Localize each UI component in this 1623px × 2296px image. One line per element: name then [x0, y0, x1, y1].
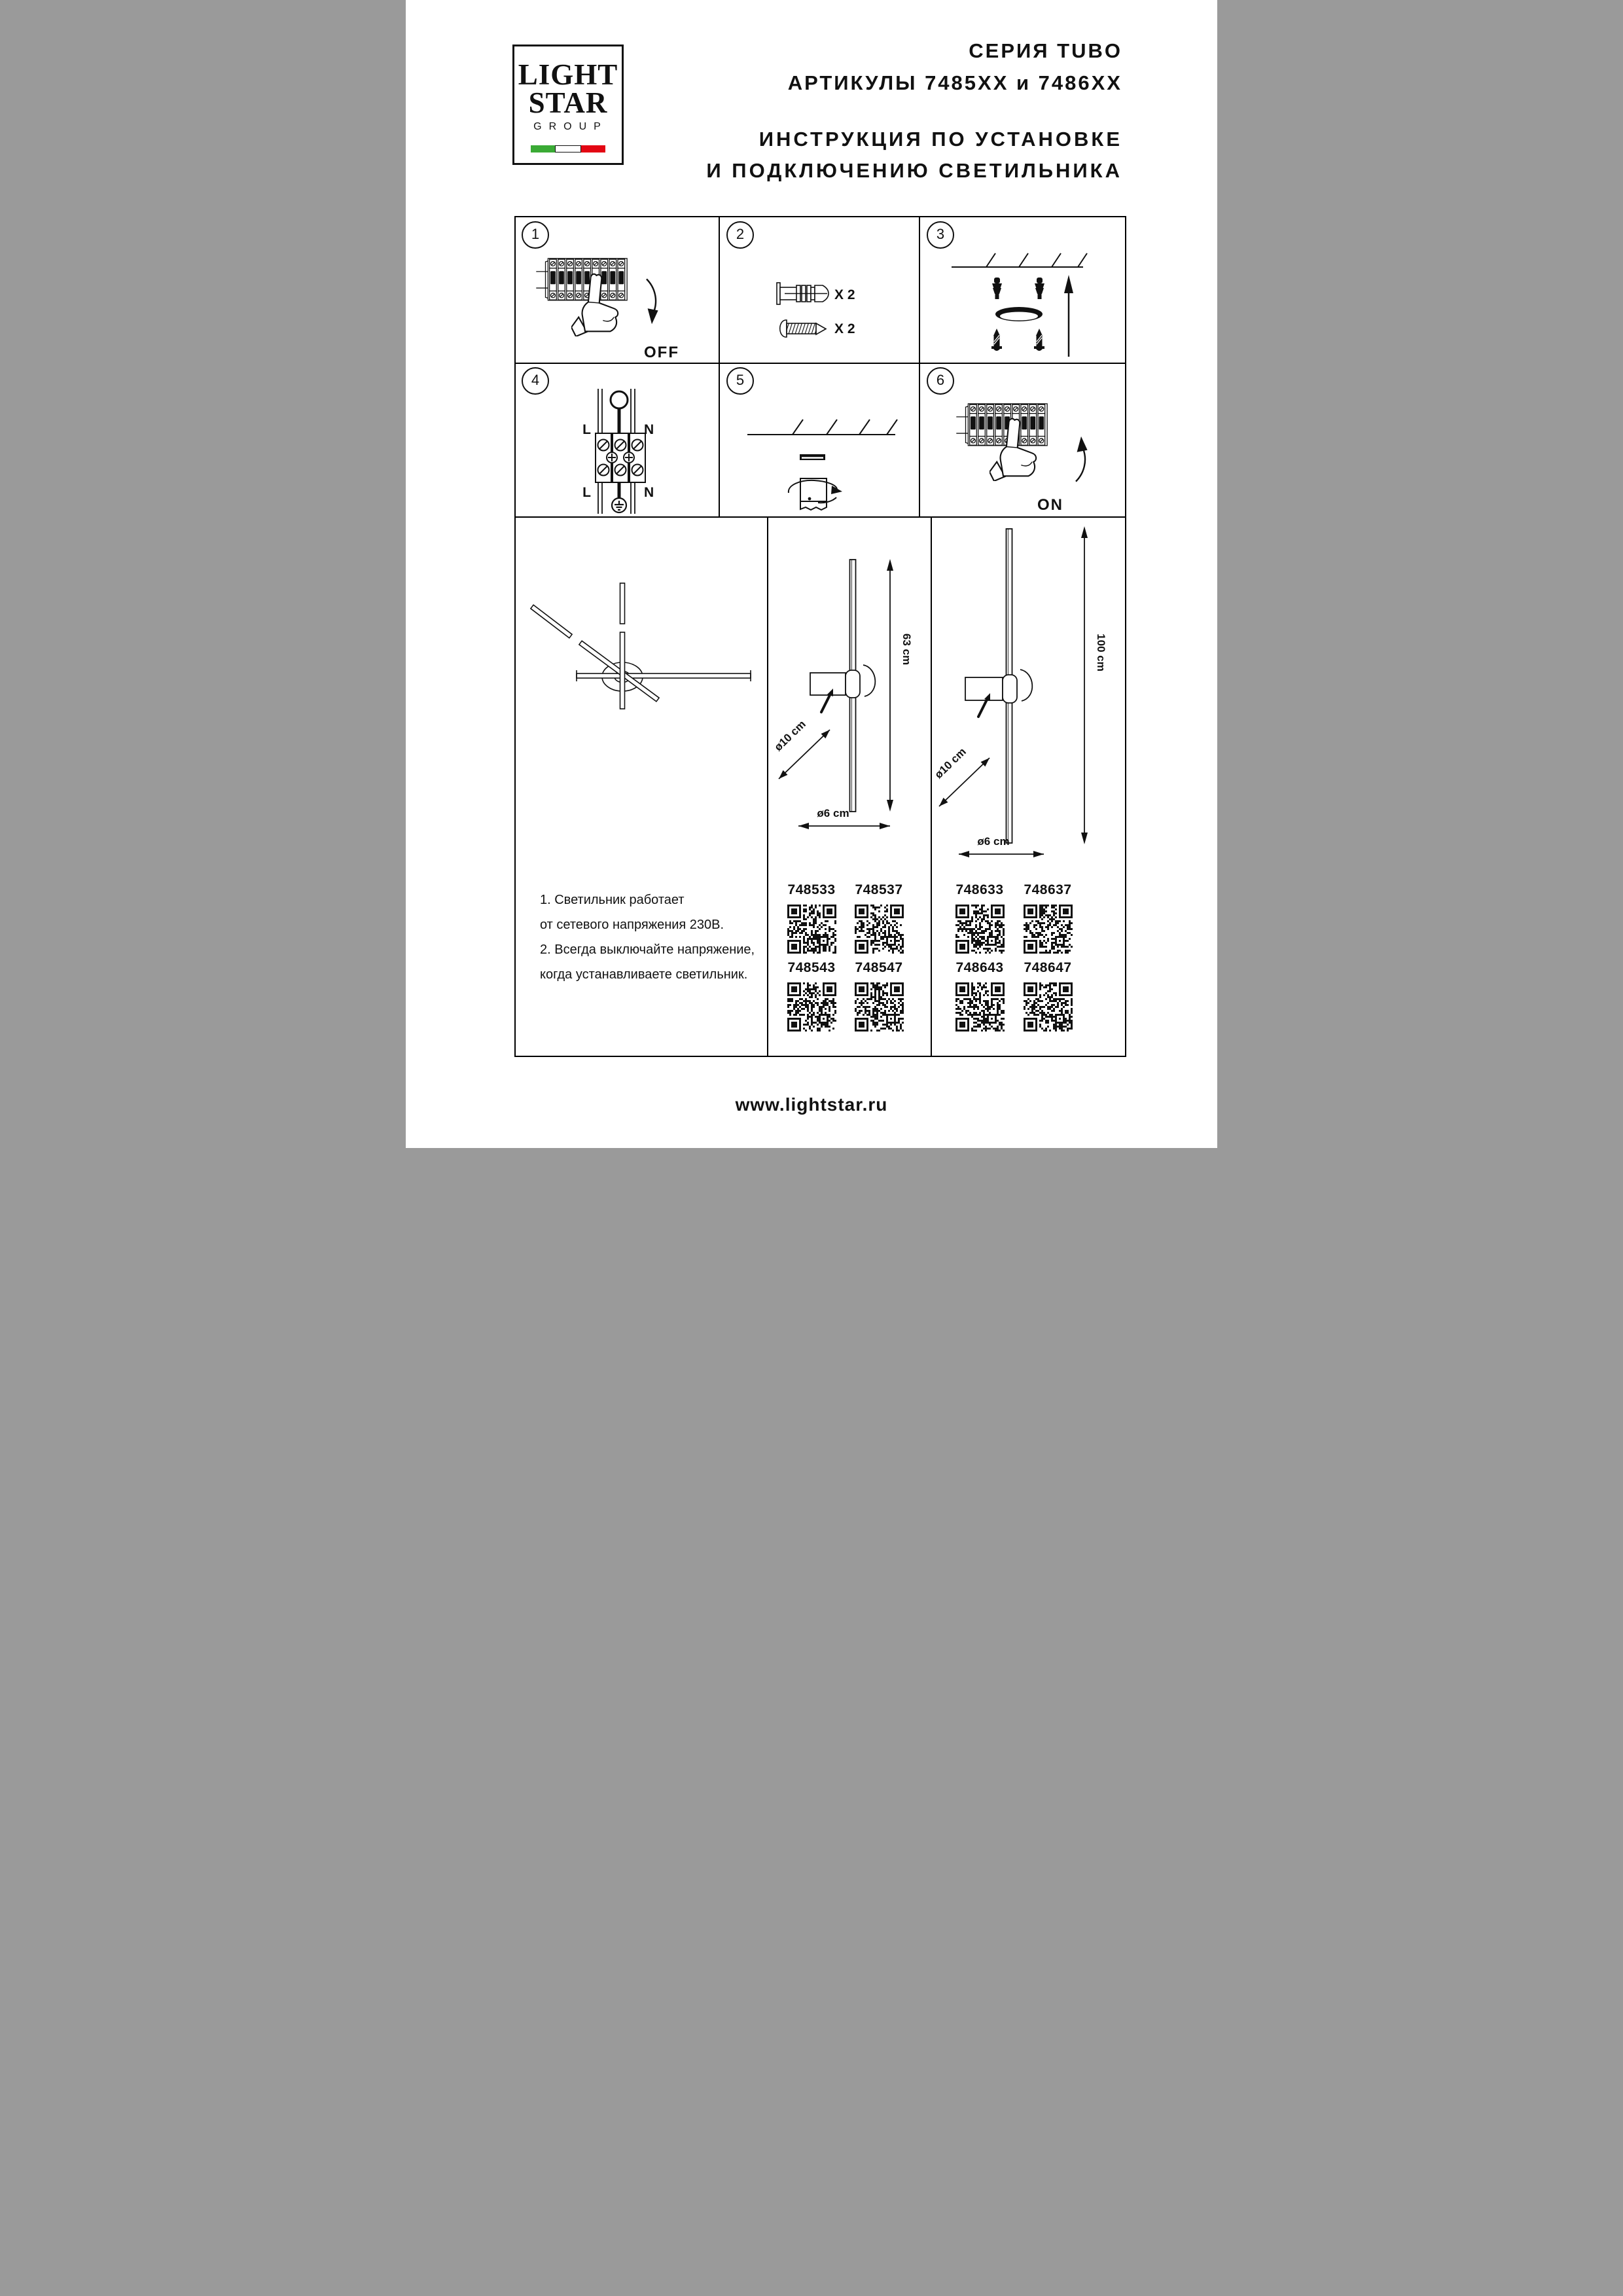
- product-code: 748643: [955, 960, 1004, 975]
- step-5-canopy-diagram: [721, 365, 918, 516]
- lightstar-logo: [512, 45, 624, 165]
- tube-diameter-label: ø6 cm: [817, 807, 849, 819]
- canopy-cylinder-icon: [800, 478, 827, 510]
- mount-diameter-label: ø10 cm: [932, 745, 969, 781]
- instruction-title-2: И ПОДКЛЮЧЕНИЮ СВЕТИЛЬНИКА: [706, 159, 1122, 182]
- mount-diameter-dimension: [772, 718, 830, 779]
- step-1-number: 1: [522, 221, 549, 249]
- qr-code: [1024, 982, 1073, 1031]
- off-label: OFF: [644, 344, 679, 361]
- tube-collar: [846, 670, 860, 698]
- step-2-hardware-diagram: [721, 217, 918, 362]
- step-4-wiring-diagram: [516, 365, 718, 516]
- product-code: 748547: [855, 960, 903, 975]
- diagonal-tube-upper: [531, 605, 572, 638]
- step-3-mounting-diagram: [921, 217, 1125, 362]
- col-divider-top-1: [719, 216, 720, 517]
- instruction-sheet: [406, 0, 1217, 1148]
- step-6-number: 6: [927, 367, 954, 395]
- website-url: www.lightstar.ru: [735, 1094, 888, 1115]
- instruction-title-1: ИНСТРУКЦИЯ ПО УСТАНОВКЕ: [758, 128, 1122, 151]
- header-titles: [706, 39, 1122, 183]
- col-divider-top-2: [919, 216, 920, 517]
- qr-code: [787, 905, 836, 954]
- horizontal-tube: [577, 673, 751, 678]
- qr-code: [955, 982, 1005, 1031]
- arrow-up-icon: [1064, 275, 1073, 357]
- qr-code: [787, 982, 836, 1031]
- step-2-number: 2: [726, 221, 754, 249]
- wall-mount-box: [965, 677, 1003, 700]
- collar-hook: [1020, 670, 1032, 701]
- earth-symbol-icon: [612, 498, 626, 512]
- qr-code: [855, 982, 904, 1031]
- note-line: 1. Светильник работает: [540, 893, 685, 907]
- tube-diameter-label: ø6 cm: [977, 835, 1010, 848]
- step-3-number: 3: [927, 221, 954, 249]
- screw-icons: [991, 329, 1044, 351]
- qr-code: [1024, 905, 1073, 954]
- qr-code: [955, 905, 1005, 954]
- product-code: 748537: [855, 882, 903, 897]
- series-title: СЕРИЯ TUBO: [969, 39, 1122, 62]
- product-code: 748543: [787, 960, 836, 975]
- label-l-bottom: L: [582, 485, 591, 500]
- tube-collar: [1003, 675, 1017, 703]
- tube-diameter-dimension: [798, 807, 890, 829]
- tube-diameter-dimension: [959, 835, 1044, 857]
- safety-notes: [540, 888, 755, 987]
- qr-code: [855, 905, 904, 954]
- mounting-ring-icon: [995, 307, 1043, 321]
- product-code: 748637: [1024, 882, 1072, 897]
- dowel-icon: [777, 283, 829, 304]
- articles-title: АРТИКУЛЫ 7485ХХ и 7486ХХ: [787, 71, 1122, 94]
- screw-icon: [780, 320, 826, 337]
- screw-qty-label: X 2: [834, 321, 855, 336]
- italian-flag-icon: [531, 145, 605, 152]
- note-line: 2. Всегда выключайте напряжение,: [540, 942, 755, 957]
- height-dimension: [887, 559, 913, 812]
- step-1-breaker-off-diagram: [516, 217, 718, 362]
- diagonal-tube-lower: [579, 641, 659, 702]
- product-code: 748647: [1024, 960, 1072, 975]
- logo-group-text: GROUP: [533, 121, 608, 133]
- anchor-icons: [992, 278, 1044, 299]
- label-n-top: N: [644, 422, 654, 437]
- ceiling-line: [747, 420, 897, 435]
- product-code: 748533: [787, 882, 836, 897]
- vertical-tube-lower: [620, 632, 625, 709]
- mount-diameter-label: ø10 cm: [772, 717, 808, 754]
- logo-light-text: LIGHT: [518, 58, 618, 91]
- wall-mount-box: [810, 673, 846, 695]
- arrow-up-icon: [1076, 437, 1088, 482]
- height-label: 63 cm: [901, 633, 913, 666]
- mount-diameter-dimension: [933, 745, 990, 806]
- row-divider-2: [514, 516, 1126, 518]
- step-5-number: 5: [726, 367, 754, 395]
- dowel-qty-label: X 2: [834, 287, 855, 302]
- height-label: 100 cm: [1095, 634, 1107, 672]
- ceiling-line: [952, 253, 1087, 267]
- label-n-bottom: N: [644, 485, 654, 500]
- height-dimension: [1081, 526, 1107, 844]
- collar-hook: [863, 665, 875, 696]
- arrow-down-icon: [647, 279, 658, 324]
- wire-loop-icon: [611, 391, 628, 408]
- step-6-breaker-on-diagram: [921, 365, 1125, 516]
- mounting-plate-icon: [800, 454, 825, 460]
- logo-star-text: STAR: [528, 86, 608, 120]
- row-divider-1: [514, 363, 1126, 364]
- note-line: от сетевого напряжения 230В.: [540, 918, 724, 932]
- on-label: ON: [1037, 496, 1063, 514]
- product-code: 748633: [955, 882, 1004, 897]
- vertical-tube-upper: [620, 583, 625, 624]
- step-4-number: 4: [522, 367, 549, 395]
- label-l-top: L: [582, 422, 591, 437]
- note-line: когда устанавливаете светильник.: [540, 967, 748, 982]
